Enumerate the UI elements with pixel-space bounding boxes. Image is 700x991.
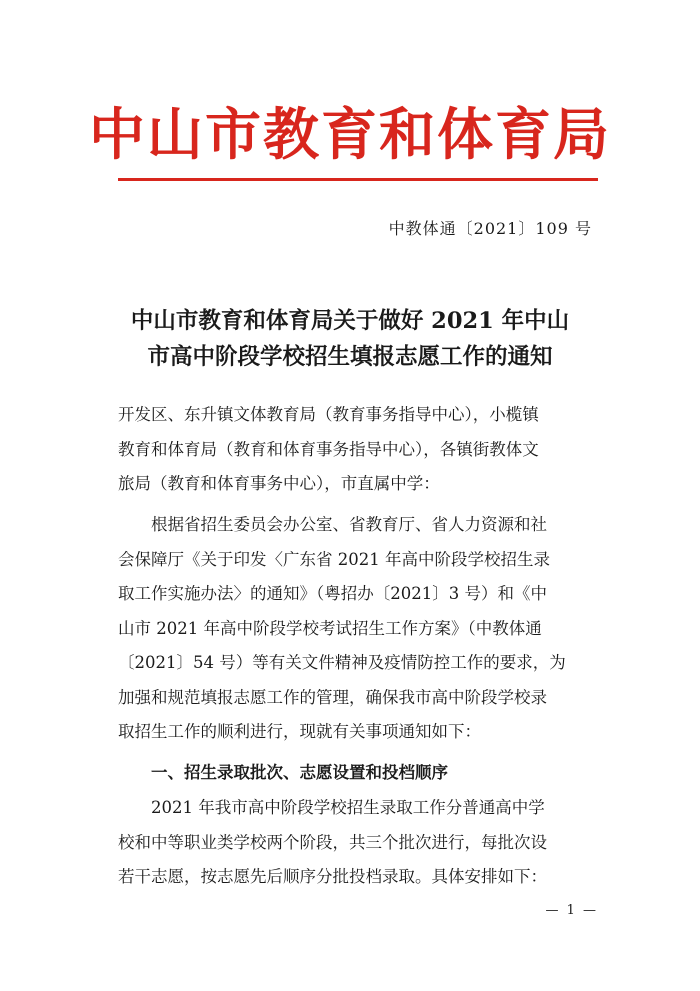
section-heading-text: 一、招生录取批次、志愿设置和投档顺序 [151,763,448,782]
paragraph-section1 [118,791,598,895]
title-line: 中山市教育和体育局关于做好 2021 年中山 [130,308,570,334]
paragraph-line: 会保障厅《关于印发〈广东省 2021 年高中阶段学校招生录 [118,549,550,569]
paragraph-line: 取工作实施办法〉的通知》（粤招办〔2021〕3 号）和《中 [118,584,547,603]
addressee-block [118,398,598,502]
red-separator-line [118,178,598,181]
paragraph-line: 取招生工作的顺利进行，现就有关事项通知如下： [118,722,481,741]
addressee-line: 旅局（教育和体育事务中心），市直属中学： [118,474,440,493]
paragraph-intro [118,508,598,750]
document-number: 中教体通〔2021〕109 号 [388,219,592,238]
paragraph-line: 根据省招生委员会办公室、省教育厅、省人力资源和社 [151,515,547,534]
section-heading [118,756,598,791]
paragraph-line: 山市 2021 年高中阶段学校考试招生工作方案》（中教体通 [118,618,542,638]
paragraph-line: 校和中等职业类学校两个阶段，共三个批次进行，每批次设 [118,832,547,852]
addressee-line: 开发区、东升镇文体教育局（教育事务指导中心），小榄镇 [118,405,539,424]
title-line: 市高中阶段学校招生填报志愿工作的通知 [147,344,553,370]
notice-title [100,303,600,375]
paragraph-line: 2021 年我市高中阶段学校招生录取工作分普通高中学 [151,798,545,817]
masthead-title: 中山市教育和体育局 [89,102,611,168]
paragraph-line: 若干志愿，按志愿先后顺序分批投档录取。具体安排如下： [118,867,547,886]
paragraph-line: 〔2021〕54 号）等有关文件精神及疫情防控工作的要求，为 [118,653,566,672]
addressee-line: 教育和体育局（教育和体育事务指导中心），各镇街教体文 [118,439,539,459]
page-number: — 1 — [545,903,598,918]
paragraph-line: 加强和规范填报志愿工作的管理，确保我市高中阶段学校录 [118,687,547,707]
